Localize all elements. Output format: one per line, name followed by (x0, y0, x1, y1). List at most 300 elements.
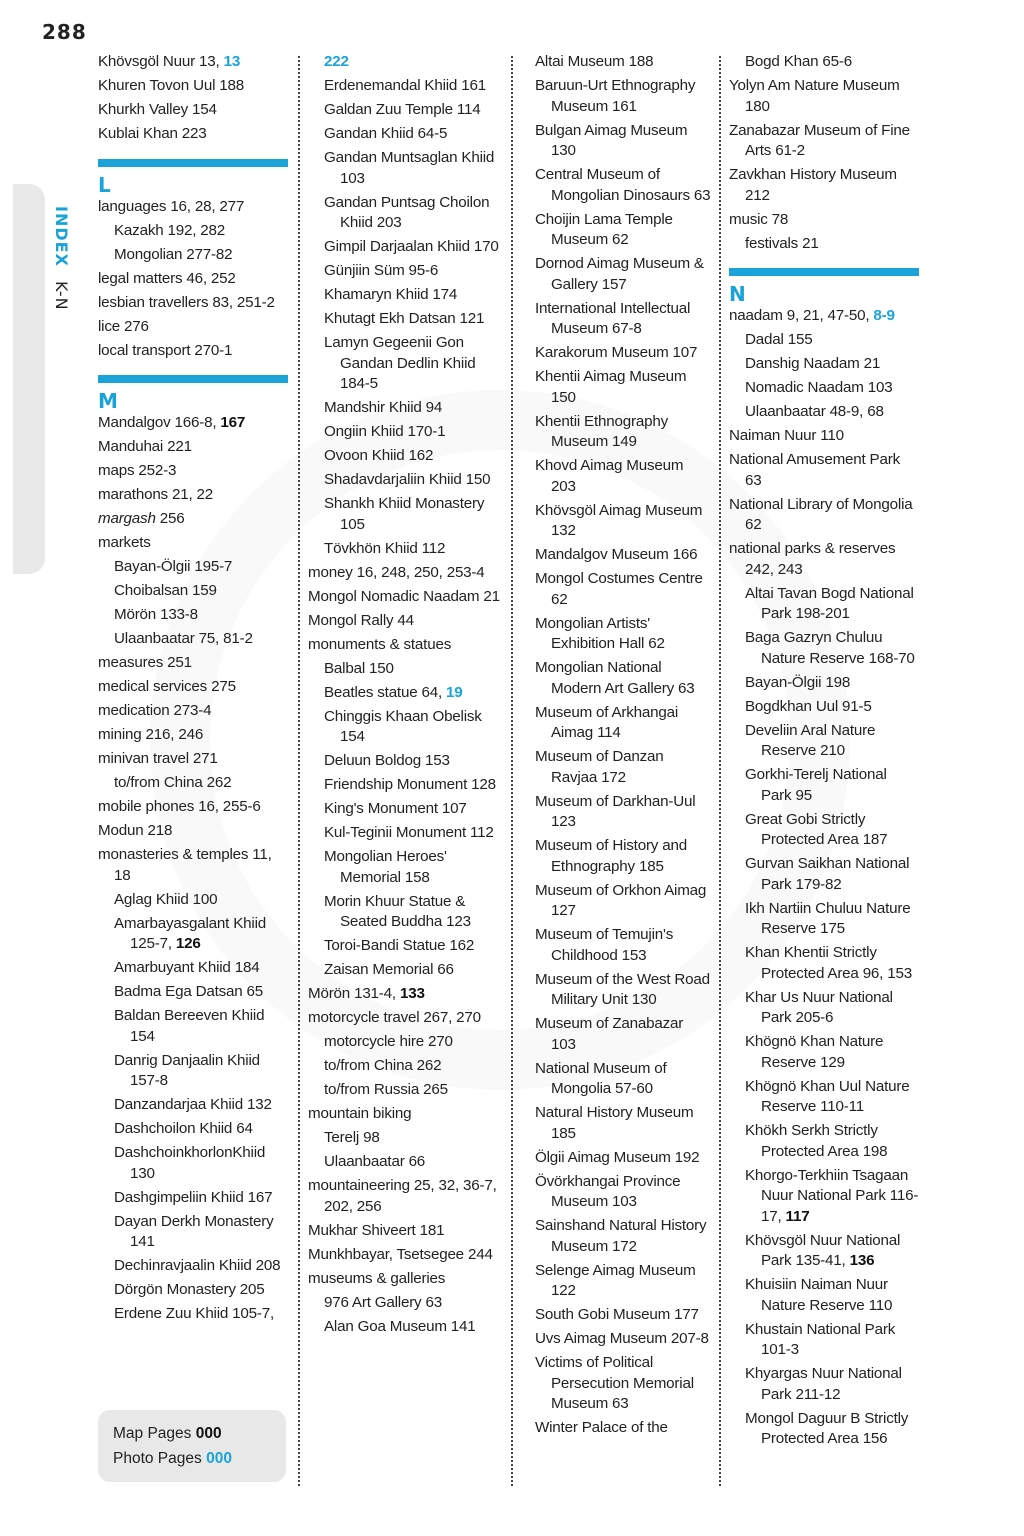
column-divider (298, 56, 300, 1486)
index-subentry (308, 1056, 500, 1077)
index-entry (535, 165, 711, 206)
index-subentry (98, 557, 288, 578)
entry-text: Shadavdarjaliin Khiid 150 (324, 471, 491, 488)
entry-text: Beatles statue 64, (324, 683, 447, 701)
entry-text: motorcycle travel 267, 270 (308, 1009, 481, 1026)
index-entry (535, 1261, 711, 1302)
entry-text: Mandalgov Museum 166 (535, 546, 698, 563)
entry-text: Khögnö Khan Nature Reserve 129 (745, 1033, 884, 1071)
index-entry (98, 821, 288, 842)
entry-text: Altai Museum 188 (535, 53, 654, 70)
entry-text: Museum of Orkhon Aimag 127 (535, 881, 707, 919)
index-entry (535, 299, 711, 340)
index-subentry (729, 1121, 919, 1162)
entry-text: Natural History Museum 185 (535, 1104, 694, 1142)
entry-text: King's Monument 107 (324, 800, 467, 817)
index-subentry (98, 1119, 288, 1140)
index-subentry (308, 422, 500, 443)
column-divider (511, 56, 513, 1486)
index-subentry (98, 958, 288, 979)
entry-text: Galdan Zuu Temple 114 (324, 101, 481, 118)
entry-text: Khögnö Khan Uul Nature Reserve 110-11 (745, 1077, 910, 1115)
index-subentry (729, 1364, 919, 1405)
index-subentry (308, 775, 500, 796)
entry-text: Mongol Rally 44 (308, 611, 414, 629)
map-page-ref: 136 (849, 1252, 875, 1269)
index-subentry (729, 628, 919, 669)
entry-text: Museum of Danzan Ravjaa 172 (535, 748, 664, 786)
section-rule (98, 159, 288, 167)
section-tab-title: INDEX (52, 206, 71, 267)
section-rule (98, 375, 288, 383)
index-entry (98, 317, 288, 338)
index-entry (535, 792, 711, 833)
entry-text: mountaineering 25, 32, 36-7, 202, 256 (308, 1177, 497, 1215)
photo-page-ref: 13 (223, 53, 241, 70)
map-page-ref: 126 (175, 935, 201, 952)
index-entry (308, 1008, 500, 1029)
entry-text: National Museum of Mongolia 57-60 (535, 1059, 667, 1097)
index-subentry (308, 936, 500, 957)
map-page-ref: 133 (399, 985, 425, 1002)
entry-text: Dashgimpeliin Khiid 167 (114, 1188, 273, 1206)
entry-text: Khutagt Ekh Datsan 121 (324, 310, 485, 327)
section-rule (729, 268, 919, 276)
entry-text: Khan Khentii Strictly Protected Area 96, 153 (745, 944, 912, 982)
index-entry (98, 725, 288, 746)
index-entry (98, 293, 288, 314)
index-entry (535, 1216, 711, 1257)
entry-text: Dadal 155 (745, 331, 813, 348)
entry-text: Dechinravjaalin Khiid 208 (114, 1257, 281, 1274)
entry-text: monuments & statues (308, 635, 452, 653)
index-subentry (308, 76, 500, 97)
entry-text: Museum of History and Ethnography 185 (535, 837, 687, 875)
index-entry (729, 306, 919, 327)
index-subentry (308, 261, 500, 282)
entry-text: Lamyn Gegeenii Gon Gandan Dedlin Khiid 184-5 (324, 334, 476, 392)
entry-text: Mongolian Heroes' Memorial 158 (324, 848, 447, 886)
index-subentry (729, 899, 919, 940)
entry-text: languages 16, 28, 277 (98, 197, 245, 215)
index-subentry (98, 982, 288, 1003)
entry-text: monasteries & temples 11, 18 (98, 846, 272, 884)
index-entry (308, 1269, 500, 1290)
entry-text: lesbian travellers 83, 251-2 (98, 293, 275, 311)
index-subentry (729, 1275, 919, 1316)
index-subentry (308, 193, 500, 234)
index-entry (98, 677, 288, 698)
index-subentry (98, 581, 288, 602)
entry-text: Ongiin Khiid 170-1 (324, 423, 446, 440)
entry-text: Mongol Costumes Centre 62 (535, 570, 703, 608)
index-subentry (729, 721, 919, 762)
entry-text: Danrig Danjaalin Khiid 157-8 (114, 1051, 260, 1089)
section-letter: M (98, 389, 118, 413)
entry-text: minivan travel 271 (98, 750, 218, 767)
entry-text: Ovoon Khiid 162 (324, 447, 434, 464)
photo-page-ref: 8-9 (873, 307, 895, 324)
index-entry (535, 412, 711, 453)
legend-map-row (113, 1425, 222, 1443)
index-subentry (98, 890, 288, 911)
index-entry (308, 587, 500, 608)
entry-text: Selenge Aimag Museum 122 (535, 1261, 696, 1299)
index-entry (98, 701, 288, 722)
entry-text: money 16, 248, 250, 253-4 (308, 563, 485, 581)
index-subentry (98, 605, 288, 626)
index-subentry (308, 1032, 500, 1053)
entry-text: Zavkhan History Museum 212 (729, 166, 897, 204)
index-subentry (308, 707, 500, 748)
index-subentry (308, 100, 500, 121)
map-page-ref: 117 (785, 1207, 810, 1225)
entry-text: Khuren Tovon Uul 188 (98, 77, 245, 94)
entry-text: Choibalsan 159 (114, 582, 217, 599)
index-subentry (98, 245, 288, 266)
index-entry (535, 1418, 711, 1439)
entry-text: lice 276 (98, 317, 149, 335)
entry-text: Manduhai 221 (98, 438, 192, 455)
entry-text: Mongolian National Modern Art Gallery 63 (535, 659, 695, 697)
entry-text: Kazakh 192, 282 (114, 221, 225, 239)
index-subentry (729, 1320, 919, 1361)
entry-text: Museum of the West Road Military Unit 130 (535, 970, 710, 1008)
index-entry (98, 485, 288, 506)
section-tab-range: K-N (52, 280, 71, 311)
index-entry (98, 76, 288, 97)
entry-text: Khövsgöl Nuur National Park 135-41, (745, 1231, 901, 1269)
entry-text: National Library of Mongolia 62 (729, 495, 913, 533)
entry-text: Dornod Aimag Museum & Gallery 157 (535, 255, 704, 293)
index-subentry (308, 799, 500, 820)
index-entry (98, 653, 288, 674)
entry-text: Zanabazar Museum of Fine Arts 61-2 (729, 121, 910, 159)
index-column-1 (98, 52, 288, 1328)
index-entry (535, 1059, 711, 1100)
entry-text: Khamaryn Khiid 174 (324, 286, 458, 303)
entry-text: naadam 9, 21, 47-50, (729, 307, 874, 324)
entry-text: Bulgan Aimag Museum 130 (535, 121, 688, 159)
index-subentry (308, 847, 500, 888)
index-entry (308, 611, 500, 632)
entry-text: Modun 218 (98, 822, 173, 839)
entry-text: mining 216, 246 (98, 726, 204, 743)
index-subentry (308, 124, 500, 145)
entry-text: Bayan-Ölgii 195-7 (114, 558, 233, 575)
index-subentry (729, 1409, 919, 1450)
entry-text: local transport 270-1 (98, 341, 233, 359)
index-entry (535, 76, 711, 117)
entry-text: Museum of Zanabazar 103 (535, 1015, 684, 1053)
index-subentry (308, 309, 500, 330)
entry-text: Khuisiin Naiman Nuur Nature Reserve 110 (745, 1276, 893, 1314)
index-entry (535, 569, 711, 610)
entry-text: Khustain National Park 101-3 (745, 1320, 896, 1358)
entry-text: Develiin Aral Nature Reserve 210 (745, 721, 876, 759)
index-subentry (308, 237, 500, 258)
index-entry (535, 1329, 711, 1350)
entry-text: Övörkhangai Province Museum 103 (535, 1172, 681, 1210)
index-subentry (98, 1280, 288, 1301)
index-entry (535, 456, 711, 497)
index-subentry (308, 823, 500, 844)
index-entry (729, 539, 919, 580)
index-subentry (308, 470, 500, 491)
index-entry (535, 121, 711, 162)
entry-text: Erdenemandal Khiid 161 (324, 77, 486, 94)
entry-text: Naiman Nuur 110 (729, 427, 844, 444)
entry-text: Danzandarjaa Khiid 132 (114, 1096, 272, 1113)
entry-text: Chinggis Khaan Obelisk 154 (324, 707, 482, 745)
page-legend (98, 1410, 286, 1482)
entry-text: medication 273-4 (98, 702, 212, 719)
entry-text: motorcycle hire 270 (324, 1033, 453, 1050)
index-entry (98, 100, 288, 121)
index-entry (729, 495, 919, 536)
index-subentry (308, 659, 500, 680)
entry-text: Mongol Daguur B Strictly Protected Area 156 (745, 1409, 909, 1447)
entry-text: Bayan-Ölgii 198 (745, 673, 851, 691)
entry-text: music 78 (729, 210, 789, 228)
index-entry (535, 1148, 711, 1169)
entry-text: Shankh Khiid Monastery 105 (324, 495, 485, 533)
entry-text: Mandshir Khiid 94 (324, 399, 443, 416)
entry-text: Khövsgöl Nuur 13, (98, 53, 224, 70)
index-subentry (308, 1152, 500, 1173)
entry-text: Amarbuyant Khiid 184 (114, 959, 260, 976)
index-subentry (308, 751, 500, 772)
index-entry (308, 635, 500, 656)
entry-text: Khar Us Nuur National Park 205-6 (745, 988, 893, 1026)
entry-text: Ulaanbaatar 75, 81-2 (114, 630, 253, 647)
index-subentry (98, 1006, 288, 1047)
index-subentry (729, 810, 919, 851)
index-entry (535, 343, 711, 364)
index-entry (98, 413, 288, 434)
index-subentry (729, 988, 919, 1029)
entry-text: Victims of Political Persecution Memorial Museum 63 (535, 1354, 694, 1412)
entry-text: Friendship Monument 128 (324, 776, 496, 793)
entry-text: mountain biking (308, 1105, 412, 1122)
index-subentry (308, 539, 500, 560)
entry-text: Nomadic Naadam 103 (745, 379, 893, 396)
index-entry (535, 367, 711, 408)
index-subentry (308, 1293, 500, 1314)
entry-text: 976 Art Gallery 63 (324, 1293, 442, 1311)
entry-text: Kul-Teginii Monument 112 (324, 824, 494, 841)
index-entry (98, 341, 288, 362)
index-subentry (308, 1128, 500, 1149)
entry-text: legal matters 46, 252 (98, 269, 236, 287)
entry-text: Gorkhi-Terelj National Park 95 (745, 766, 887, 804)
index-entry (98, 437, 288, 458)
entry-text: Mörön 133-8 (114, 606, 198, 623)
entry-text: Khurkh Valley 154 (98, 101, 217, 118)
entry-text: Kublai Khan 223 (98, 125, 207, 142)
entry-text: Amarbayasgalant Khiid 125-7, (114, 914, 266, 952)
index-entry (535, 1172, 711, 1213)
index-entry (535, 614, 711, 655)
entry-text: Alan Goa Museum 141 (324, 1317, 476, 1335)
entry-text: Khorgo-Terkhiin Tsagaan Nuur National Park 116-17, (745, 1166, 919, 1225)
legend-map-value: 000 (195, 1425, 222, 1442)
section-letter: L (98, 172, 111, 197)
entry-text: Mongolian Artists' Exhibition Hall 62 (535, 614, 665, 652)
legend-map-label: Map Pages (113, 1425, 192, 1442)
index-subentry (308, 52, 500, 73)
entry-text: Choijin Lama Temple Museum 62 (535, 210, 673, 248)
entry-text: Baga Gazryn Chuluu Nature Reserve 168-70 (745, 629, 915, 667)
index-subentry (308, 1317, 500, 1338)
index-entry (98, 749, 288, 770)
entry-text: Gandan Puntsag Choilon Khiid 203 (324, 193, 490, 231)
entry-text: Morin Khuur Statue & Seated Buddha 123 (324, 892, 471, 930)
entry-text: Ikh Nartiin Chuluu Nature Reserve 175 (745, 899, 911, 937)
index-entry (729, 165, 919, 206)
entry-text: to/from China 262 (324, 1057, 442, 1074)
index-subentry (98, 1051, 288, 1092)
section-letter: N (729, 282, 746, 306)
entry-text: Karakorum Museum 107 (535, 344, 698, 361)
index-subentry (98, 1188, 288, 1209)
entry-text: Museum of Arkhangai Aimag 114 (535, 703, 679, 741)
entry-text: Aglag Khiid 100 (114, 890, 218, 908)
entry-text: Sainshand Natural History Museum 172 (535, 1217, 707, 1255)
entry-text: Terelj 98 (324, 1129, 380, 1146)
index-subentry (98, 629, 288, 650)
index-entry (308, 984, 500, 1005)
index-column-4 (729, 52, 919, 1453)
entry-text: Khovd Aimag Museum 203 (535, 457, 684, 495)
index-subentry (98, 221, 288, 242)
index-subentry (729, 673, 919, 694)
index-entry (729, 121, 919, 162)
index-subentry (98, 1256, 288, 1277)
entry-text: Tövkhön Khiid 112 (324, 539, 446, 557)
index-entry (98, 797, 288, 818)
entry-text: medical services 275 (98, 678, 236, 695)
index-subentry (308, 892, 500, 933)
entry-text: Gurvan Saikhan National Park 179-82 (745, 855, 910, 893)
entry-text: Winter Palace of the (535, 1419, 668, 1436)
entry-text: Dayan Derkh Monastery 141 (114, 1212, 274, 1250)
index-entry (535, 970, 711, 1011)
index-entry (308, 1221, 500, 1242)
index-entry (98, 52, 288, 73)
index-subentry (729, 1231, 919, 1272)
entry-text: museums & galleries (308, 1269, 446, 1287)
entry-text: Balbal 150 (324, 659, 394, 677)
section-tab-label (52, 206, 71, 311)
page-number: 288 (42, 20, 87, 44)
index-subentry (729, 234, 919, 255)
index-subentry (98, 1304, 288, 1325)
index-entry (98, 269, 288, 290)
entry-text: Bogd Khan 65-6 (745, 53, 852, 70)
map-page-ref: 167 (220, 414, 246, 431)
index-column-2 (308, 52, 500, 1341)
entry-text: Mörön 131-4, (308, 985, 400, 1002)
index-section-header (98, 159, 288, 195)
index-subentry (729, 584, 919, 625)
entry-text: Günjiin Süm 95-6 (324, 262, 439, 279)
index-section-header (98, 375, 288, 411)
index-entry (535, 836, 711, 877)
index-entry (535, 881, 711, 922)
entry-text: Mongolian 277-82 (114, 245, 233, 263)
index-subentry (308, 446, 500, 467)
index-entry (535, 658, 711, 699)
entry-text: Central Museum of Mongolian Dinosaurs 63 (535, 166, 711, 204)
entry-text: Great Gobi Strictly Protected Area 187 (745, 810, 888, 848)
entry-text: Baruun-Urt Ethnography Museum 161 (535, 77, 696, 115)
entry-text: Mongol Nomadic Naadam 21 (308, 587, 500, 605)
entry-text: Deluun Boldog 153 (324, 752, 450, 769)
index-entry (308, 563, 500, 584)
index-subentry (729, 402, 919, 423)
entry-text: national parks & reserves 242, 243 (729, 540, 896, 578)
index-subentry (308, 960, 500, 981)
index-subentry (729, 354, 919, 375)
index-entry (98, 533, 288, 554)
index-entry (535, 1014, 711, 1055)
entry-text: Altai Tavan Bogd National Park 198-201 (745, 584, 914, 622)
index-subentry (729, 330, 919, 351)
index-subentry (98, 914, 288, 955)
entry-text: festivals 21 (745, 234, 819, 252)
entry-text: Bogdkhan Uul 91-5 (745, 697, 872, 715)
index-subentry (729, 697, 919, 718)
index-subentry (729, 1032, 919, 1073)
index-entry (98, 845, 288, 886)
index-entry (729, 450, 919, 491)
entry-text: Erdene Zuu Khiid 105-7, (114, 1305, 275, 1322)
index-section-header (729, 268, 919, 304)
index-subentry (308, 1080, 500, 1101)
index-entry (535, 254, 711, 295)
index-entry (98, 509, 288, 530)
entry-text: National Amusement Park 63 (729, 451, 900, 489)
column-divider (719, 56, 721, 1486)
photo-page-ref: 222 (324, 53, 349, 70)
legend-photo-value: 000 (206, 1450, 232, 1467)
index-entry (535, 545, 711, 566)
entry-text: Museum of Darkhan-Uul 123 (535, 792, 696, 830)
entry-text: Danshig Naadam 21 (745, 355, 881, 372)
entry-text: Mandalgov 166-8, (98, 414, 221, 431)
entry-text: Khökh Serkh Strictly Protected Area 198 (745, 1122, 888, 1160)
index-subentry (729, 1166, 919, 1228)
entry-text: to/from China 262 (114, 774, 232, 791)
entry-text: to/from Russia 265 (324, 1081, 448, 1098)
entry-text: Yolyn Am Nature Museum 180 (729, 77, 900, 115)
index-entry (308, 1176, 500, 1217)
entry-text: Uvs Aimag Museum 207-8 (535, 1330, 709, 1347)
entry-text: mobile phones 16, 255-6 (98, 798, 261, 815)
index-subentry (308, 333, 500, 395)
entry-text: Gimpil Darjaalan Khiid 170 (324, 238, 499, 255)
entry-text: markets (98, 534, 151, 551)
entry-text: Khentii Aimag Museum 150 (535, 368, 687, 406)
entry-text: Zaisan Memorial 66 (324, 961, 454, 978)
index-subentry (98, 1095, 288, 1116)
side-tab (13, 184, 45, 574)
entry-text: Ulaanbaatar 66 (324, 1153, 426, 1170)
index-entry (535, 1103, 711, 1144)
index-entry (535, 925, 711, 966)
entry-text: maps 252-3 (98, 462, 177, 479)
